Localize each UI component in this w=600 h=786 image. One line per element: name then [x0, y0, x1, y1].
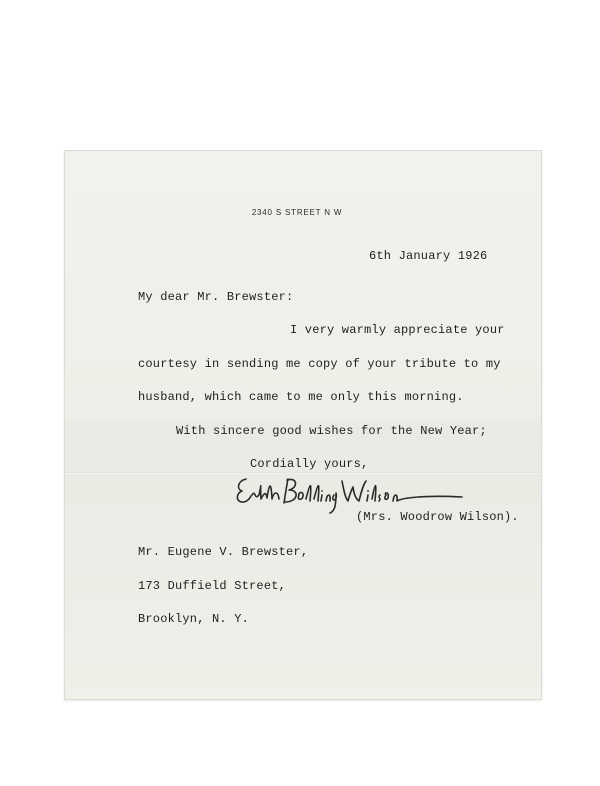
body-line-4: With sincere good wishes for the New Year; [176, 424, 487, 438]
letter-paper [64, 150, 542, 700]
body-line-3: husband, which came to me only this morning. [138, 390, 464, 404]
body-line-2: courtesy in sending me copy of your tribute to my [138, 357, 501, 371]
body-line-1: I very warmly appreciate your [290, 323, 505, 337]
recipient-street: 173 Duffield Street, [138, 579, 287, 593]
letter-date: 6th January 1926 [369, 249, 488, 263]
signer-note: (Mrs. Woodrow Wilson). [356, 510, 519, 524]
closing: Cordially yours, [250, 457, 369, 471]
recipient-city: Brooklyn, N. Y. [138, 612, 250, 626]
letterhead-address: 2340 S STREET N W [251, 208, 343, 217]
handwritten-signature [232, 471, 472, 515]
salutation: My dear Mr. Brewster: [138, 290, 294, 304]
recipient-name: Mr. Eugene V. Brewster, [138, 545, 309, 559]
